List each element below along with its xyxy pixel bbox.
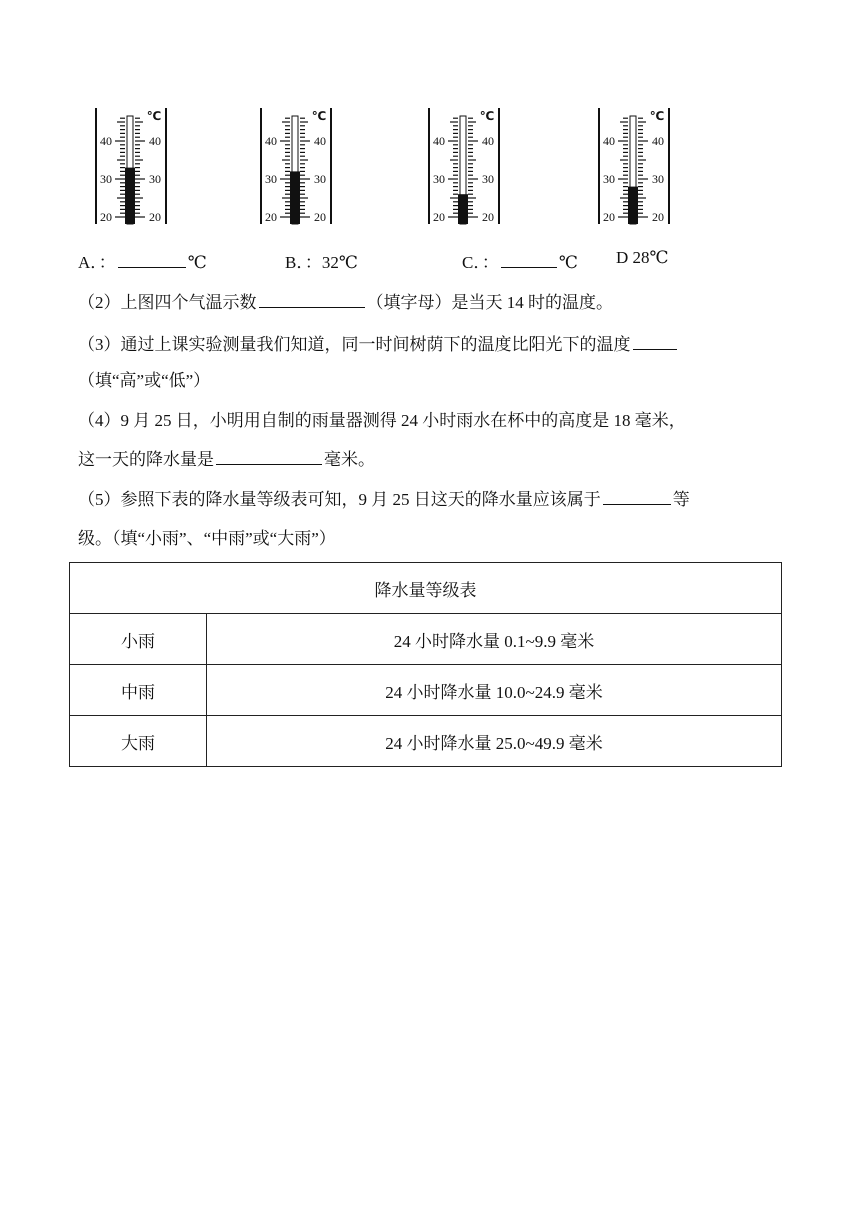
- tick-label: 30: [482, 172, 494, 186]
- unit-label: ℃: [311, 109, 327, 123]
- question-3-hint: （填“高”或“低”）: [78, 371, 211, 390]
- rain-level-cell: 小雨: [70, 614, 207, 665]
- question-5-line2: 级。（填“小雨”、“中雨”或“大雨”）: [78, 529, 336, 548]
- thermometer-b: [257, 104, 337, 228]
- question-5-line1: [78, 485, 783, 510]
- question-4-line1: [78, 406, 783, 431]
- question-5-prefix: （5）参照下表的降水量等级表可知，9 月 25 日这天的降水量应该属于: [78, 490, 601, 509]
- option-a-blank[interactable]: [118, 250, 186, 268]
- rain-level-cell: 中雨: [70, 665, 207, 716]
- table-title: 降水量等级表: [70, 563, 782, 614]
- rainfall-level-table: [69, 562, 782, 767]
- question-4-prefix: 这一天的降水量是: [78, 450, 214, 469]
- tick-label: 30: [149, 172, 161, 186]
- tick-label: 40: [603, 134, 615, 148]
- tick-label: 30: [433, 172, 445, 186]
- option-c-label: C．：: [462, 253, 499, 272]
- tick-label: 20: [149, 210, 161, 224]
- liquid-column: [290, 171, 300, 224]
- tick-label: 20: [603, 210, 615, 224]
- question-2: [78, 288, 783, 313]
- question-5-blank[interactable]: [603, 487, 671, 505]
- unit-label: ℃: [146, 109, 162, 123]
- tick-label: 30: [652, 172, 664, 186]
- rain-range-cell: 24 小时降水量 0.1~9.9 毫米: [207, 614, 782, 665]
- table-row: [70, 716, 782, 767]
- question-4-text: （4）9 月 25 日，小明用自制的雨量器测得 24 小时雨水在杯中的高度是 18 毫米，: [78, 411, 686, 430]
- table-row: [70, 614, 782, 665]
- table-row: [70, 665, 782, 716]
- liquid-column: [125, 168, 135, 224]
- tick-label: 40: [149, 134, 161, 148]
- tick-label: 40: [482, 134, 494, 148]
- question-2-blank[interactable]: [259, 290, 365, 308]
- liquid-column: [628, 187, 638, 224]
- question-2-prefix: （2）上图四个气温示数: [78, 293, 257, 312]
- tick-label: 30: [265, 172, 277, 186]
- tick-label: 40: [314, 134, 326, 148]
- rain-level-cell: 大雨: [70, 716, 207, 767]
- tick-label: 40: [100, 134, 112, 148]
- question-3: [78, 330, 783, 355]
- tick-label: 30: [603, 172, 615, 186]
- thermometer-d: [595, 104, 675, 228]
- tick-label: 40: [652, 134, 664, 148]
- question-3-text: （3）通过上课实验测量我们知道，同一时间树荫下的温度比阳光下的温度: [78, 335, 631, 354]
- tick-label: 30: [100, 172, 112, 186]
- rain-range-cell: 24 小时降水量 10.0~24.9 毫米: [207, 665, 782, 716]
- tick-label: 20: [314, 210, 326, 224]
- tick-label: 20: [652, 210, 664, 224]
- tick-label: 40: [265, 134, 277, 148]
- option-a-label: A．：: [78, 253, 116, 272]
- table-title-row: [70, 563, 782, 614]
- tick-label: 20: [265, 210, 277, 224]
- rain-range-cell: 24 小时降水量 25.0~49.9 毫米: [207, 716, 782, 767]
- thermometer-a: [92, 104, 172, 228]
- option-c-unit: ℃: [558, 253, 578, 272]
- option-d: D 28℃: [616, 248, 669, 267]
- tick-label: 20: [100, 210, 112, 224]
- option-c-blank[interactable]: [501, 250, 557, 268]
- question-2-suffix: （填字母）是当天 14 时的温度。: [366, 293, 613, 312]
- question-5-suffix: 等: [672, 490, 690, 509]
- tick-label: 20: [482, 210, 494, 224]
- unit-label: ℃: [649, 109, 665, 123]
- tick-label: 40: [433, 134, 445, 148]
- question-3-blank[interactable]: [633, 332, 677, 350]
- option-a: [78, 248, 207, 273]
- question-4-blank[interactable]: [216, 447, 322, 465]
- question-4-line2: [78, 445, 783, 470]
- unit-label: ℃: [479, 109, 495, 123]
- option-a-unit: ℃: [187, 253, 207, 272]
- tick-label: 30: [314, 172, 326, 186]
- thermometer-c: [425, 104, 505, 228]
- question-4-suffix: 毫米。: [324, 450, 375, 469]
- tick-label: 20: [433, 210, 445, 224]
- option-b: B．：32℃: [285, 253, 358, 272]
- liquid-column: [458, 194, 468, 224]
- option-c: [462, 248, 578, 273]
